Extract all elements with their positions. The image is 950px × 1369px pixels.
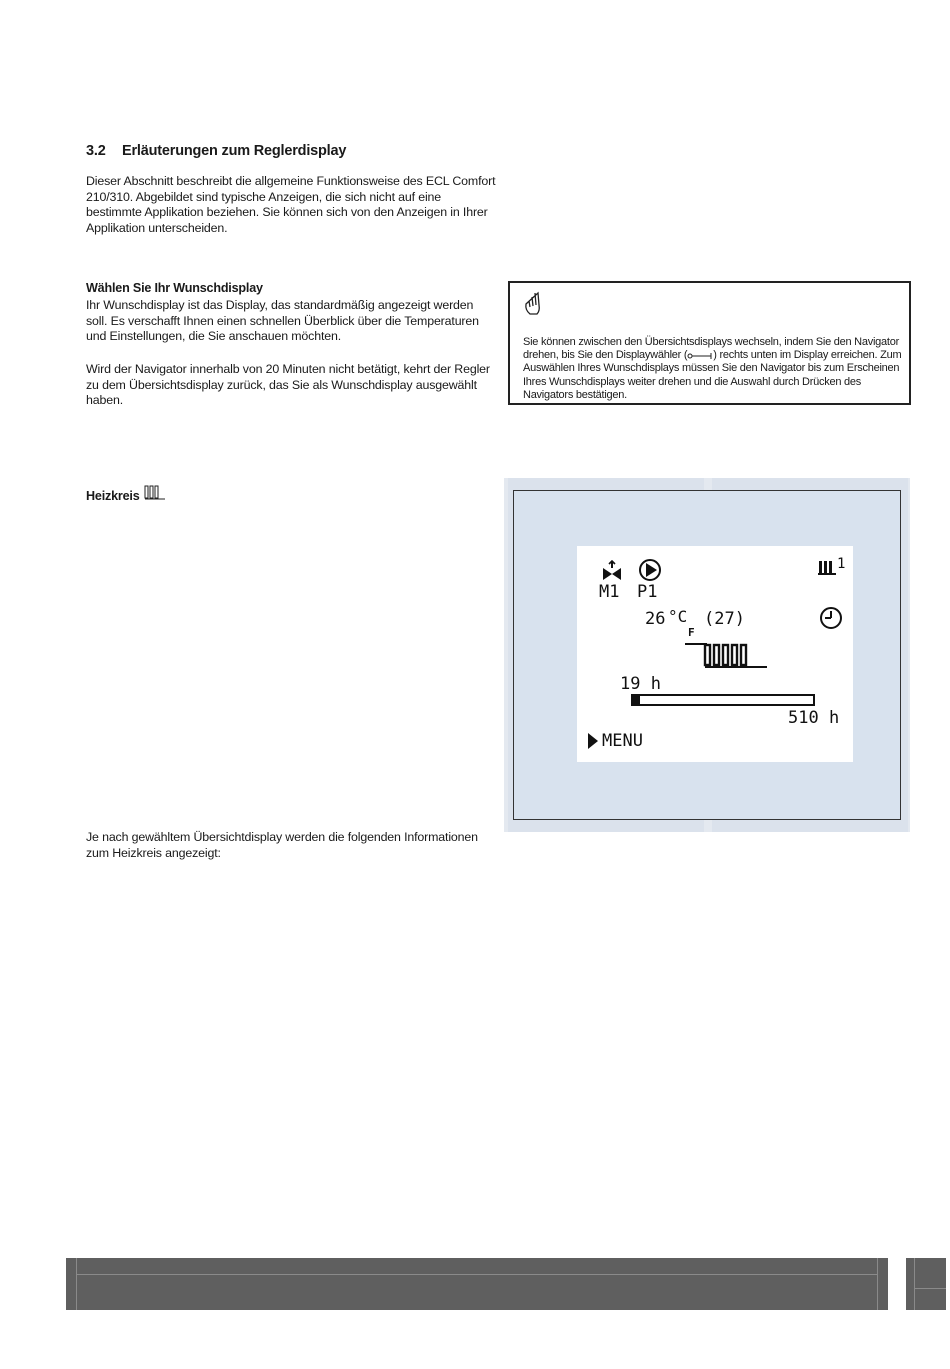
radiator-icon bbox=[144, 484, 166, 503]
section-heading bbox=[86, 143, 346, 159]
closing-paragraph: Je nach gewähltem Übersichtdisplay werden die folgenden Informationen zum Heizkreis angezeigt: bbox=[86, 830, 478, 860]
pump-label: P1 bbox=[637, 582, 658, 602]
motor-label: M1 bbox=[599, 582, 620, 602]
menu-label[interactable]: MENU bbox=[602, 731, 643, 751]
mixing-valve-icon bbox=[601, 560, 623, 582]
setpoint-value: (27) bbox=[704, 609, 745, 629]
temperature-value: 26 bbox=[645, 609, 666, 629]
pump-icon bbox=[638, 558, 662, 582]
circuit-number: 1 bbox=[837, 556, 846, 572]
clock-icon bbox=[819, 606, 843, 630]
note-text-after: ) rechts unten im Display erreichen. Zum Auswählen Ihres Wunschdisplays müssen Sie den Navigator bis zum Erscheinen Ihres Wunschdisplays weiter drehen und die Auswahl durch Drücken des Navigators bestätigen. bbox=[523, 349, 902, 401]
footer-bar bbox=[66, 1258, 888, 1310]
radiator-circuit-icon bbox=[818, 560, 836, 576]
wunschdisplay-paragraph-1: Ihr Wunschdisplay ist das Display, das standardmäßig angezeigt werden soll. Es verschafft Ihnen einen schnellen Überblick über die Temperaturen und Einstellungen, die Sie anschauen möchten. bbox=[86, 298, 479, 344]
note-box bbox=[508, 281, 911, 405]
note-text bbox=[523, 336, 903, 402]
note-text-before: Sie können zwischen den Übersichtsdisplays wechseln, indem Sie den Navigator drehen, bis Sie den Displaywähler ( bbox=[523, 336, 899, 362]
temperature-unit: °C bbox=[668, 607, 688, 626]
heizkreis-heading: Heizkreis bbox=[86, 489, 140, 503]
wunschdisplay-heading: Wählen Sie Ihr Wunschdisplay bbox=[86, 281, 263, 295]
radiator-graphic bbox=[683, 636, 769, 670]
section-number: 3.2 bbox=[86, 143, 106, 159]
hours-progress-bar bbox=[631, 694, 815, 706]
flag-label: F bbox=[688, 626, 695, 639]
hours-used: 19 h bbox=[620, 674, 661, 694]
menu-arrow-icon bbox=[587, 732, 599, 750]
display-selector-icon bbox=[687, 351, 713, 359]
wunschdisplay-paragraph-2: Wird der Navigator innerhalb von 20 Minuten nicht betätigt, kehrt der Regler zu dem Übersichtsdisplay zurück, das Sie als Wunschdisplay ausgewählt haben. bbox=[86, 362, 490, 408]
hand-pointer-icon bbox=[522, 291, 544, 322]
page-tab bbox=[906, 1258, 946, 1310]
hours-total: 510 h bbox=[788, 708, 840, 728]
intro-paragraph: Dieser Abschnitt beschreibt die allgemeine Funktionsweise des ECL Comfort 210/310. Abgebildet sind typische Anzeigen, die sich nicht auf eine bestimmte Applikation beziehen. Sie können sich von den Anzeigen in Ihrer Applikation unterscheiden. bbox=[86, 174, 496, 235]
heizkreis-heading-row bbox=[86, 484, 166, 503]
controller-display bbox=[577, 546, 853, 762]
hours-progress-fill bbox=[633, 696, 640, 704]
section-title: Erläuterungen zum Reglerdisplay bbox=[122, 143, 347, 159]
